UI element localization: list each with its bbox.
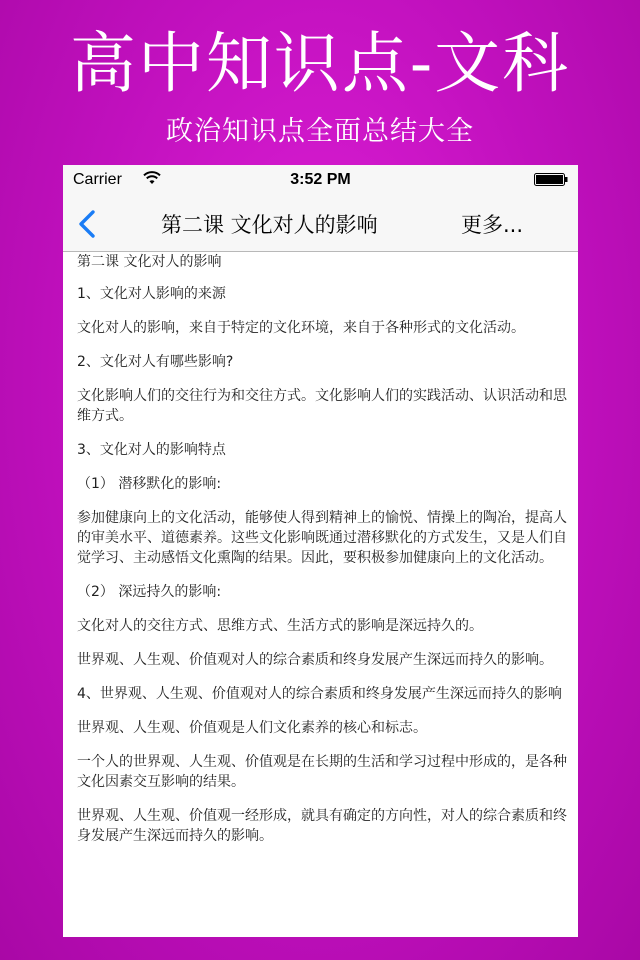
article-paragraph: 一个人的世界观、人生观、价值观是在长期的生活和学习过程中形成的，是各种文化因素交互影响的结果。 (77, 754, 567, 790)
battery-icon (534, 173, 568, 186)
article-paragraph: 第二课 文化对人的影响 (77, 254, 222, 270)
article-paragraph: 1、文化对人影响的来源 (77, 286, 226, 302)
nav-title: 第二课 文化对人的影响 (161, 213, 378, 237)
article-paragraph: 参加健康向上的文化活动，能够使人得到精神上的愉悦、情操上的陶冶，提高人的审美水平、道德素养。这些文化影响既通过潜移默化的方式发生，又是人们自觉学习、主动感悟文化熏陶的结果。因此，要积极参加健康向上的文化活动。 (77, 510, 567, 566)
article-paragraph: 世界观、人生观、价值观一经形成，就具有确定的方向性，对人的综合素质和终身发展产生深远而持久的影响。 (77, 808, 567, 844)
article-paragraph: 2、文化对人有哪些影响? (77, 354, 234, 370)
navigation-bar (63, 195, 578, 252)
article-paragraph: （2） 深远持久的影响: (77, 584, 222, 600)
status-time: 3:52 PM (290, 171, 351, 188)
article-paragraph: 4、世界观、人生观、价值观对人的综合素质和终身发展产生深远而持久的影响 (77, 686, 562, 702)
article-paragraph: 3、文化对人的影响特点 (77, 442, 226, 458)
status-bar (63, 165, 578, 195)
article-content (77, 252, 572, 937)
carrier-label: Carrier (73, 171, 122, 188)
back-chevron-icon[interactable] (75, 209, 99, 239)
article-paragraph: 文化影响人们的交往行为和交往方式。文化影响人们的实践活动、认识活动和思维方式。 (77, 388, 567, 424)
article-paragraph: 世界观、人生观、价值观对人的综合素质和终身发展产生深远而持久的影响。 (77, 652, 553, 668)
article-paragraph: 文化对人的交往方式、思维方式、生活方式的影响是深远持久的。 (77, 618, 483, 634)
more-button[interactable]: 更多... (461, 213, 524, 237)
phone-screen (63, 165, 578, 937)
banner-title: 高中知识点-文科 (69, 25, 571, 102)
article-paragraph: 文化对人的影响，来自于特定的文化环境，来自于各种形式的文化活动。 (77, 320, 525, 336)
article-paragraph: （1） 潜移默化的影响: (77, 476, 222, 492)
banner-subtitle: 政治知识点全面总结大全 (166, 116, 474, 147)
article-paragraph: 世界观、人生观、价值观是人们文化素养的核心和标志。 (77, 720, 427, 736)
